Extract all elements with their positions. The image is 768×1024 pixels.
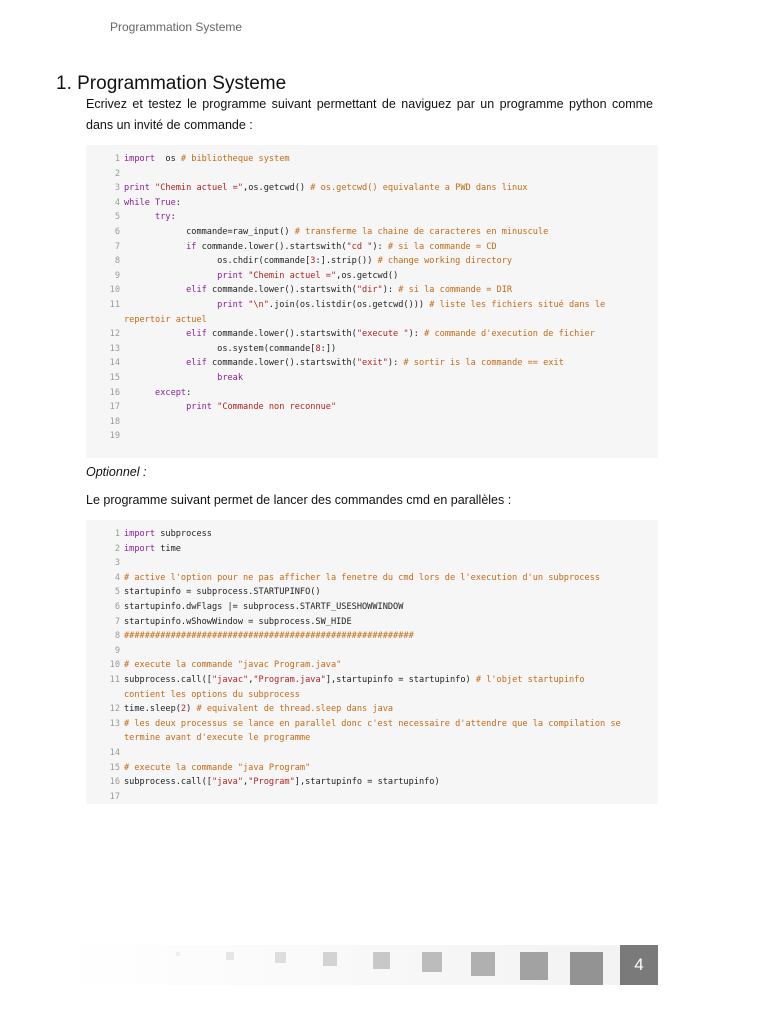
line-number: 17: [109, 791, 120, 802]
code-text: [124, 283, 628, 298]
code-text: [124, 152, 628, 167]
line-number: 12: [109, 704, 120, 715]
code-token: "java": [211, 777, 244, 788]
code-token: elif: [186, 329, 207, 340]
code-token: :: [186, 387, 192, 398]
code-token: ########################################################: [124, 631, 414, 642]
code-token: :: [170, 212, 176, 223]
code-token: "javac": [211, 674, 249, 685]
line-number: 1: [114, 154, 120, 164]
code-token: # os.getcwd() equivalante a PWD dans linux: [310, 183, 528, 194]
code-token: while True: [124, 197, 176, 208]
code-line: [86, 152, 658, 167]
code-token: [124, 329, 186, 339]
footer-square: [570, 952, 603, 985]
line-number: 7: [114, 616, 120, 627]
code-text: [124, 775, 628, 790]
code-token: # change working directory: [377, 256, 513, 267]
code-text: [124, 429, 628, 444]
line-number: 2: [114, 168, 120, 179]
code-token: "execute ": [356, 329, 409, 340]
code-line: [86, 658, 658, 673]
code-token: try: [155, 212, 171, 223]
line-number: 5: [114, 212, 120, 223]
code-line: [86, 673, 658, 702]
code-token: "Program.java": [253, 674, 326, 685]
code-text: [124, 615, 628, 630]
code-text: [124, 527, 628, 542]
code-line: [86, 196, 658, 211]
page-number: 4: [634, 955, 644, 974]
code-text: [124, 327, 628, 342]
code-token: print: [217, 270, 244, 281]
line-number: 9: [114, 270, 120, 281]
code-token: :].strip()): [315, 256, 378, 267]
code-token: subprocess.call([: [124, 674, 212, 685]
code-line: [86, 400, 658, 415]
code-token: ):: [382, 285, 399, 296]
line-number: 15: [109, 372, 120, 383]
line-number: 8: [114, 256, 120, 267]
code-token: "Chemin actuel =": [243, 270, 337, 281]
code-text: [124, 356, 628, 371]
code-block-navigation: [86, 145, 658, 458]
code-token: [124, 373, 217, 383]
code-text: [124, 629, 628, 644]
code-text: [124, 298, 628, 327]
code-token: os.chdir(commande[: [124, 256, 311, 267]
line-number: 4: [114, 197, 120, 208]
code-token: if: [186, 241, 197, 252]
code-text: [124, 225, 628, 240]
parallel-intro-paragraph: Le programme suivant permet de lancer des commandes cmd en parallèles :: [86, 493, 512, 507]
code-text: [124, 658, 628, 673]
optional-label: Optionnel :: [86, 465, 147, 479]
code-line: [86, 717, 658, 746]
code-token: ):: [387, 358, 404, 369]
code-line: [86, 761, 658, 776]
code-token: startupinfo.dwFlags |= subprocess.STARTF_USESHOWWINDOW: [124, 601, 404, 612]
code-token: import: [124, 543, 156, 554]
footer-square: [323, 952, 337, 966]
code-text: [124, 386, 628, 401]
code-token: ,os.getcwd(): [243, 183, 311, 194]
code-token: "exit": [356, 358, 388, 369]
code-line: [86, 269, 658, 284]
code-token: os: [155, 154, 181, 164]
code-token: "dir": [356, 285, 383, 296]
running-header: Programmation Systeme: [110, 20, 243, 34]
code-line: [86, 429, 658, 444]
footer-square: [373, 952, 390, 969]
code-token: ,: [248, 674, 254, 685]
code-token: elif: [186, 285, 207, 296]
code-token: ,: [243, 777, 249, 788]
code-text: [124, 702, 628, 717]
code-token: [124, 300, 217, 310]
line-number: 16: [109, 777, 120, 788]
code-token: # execute la commande "java Program": [124, 762, 311, 773]
code-token: "\n": [243, 299, 269, 310]
code-line: [86, 371, 658, 386]
code-text: [124, 717, 628, 746]
code-token: ],startupinfo = startupinfo): [325, 674, 476, 685]
code-token: [124, 285, 186, 295]
code-text: [124, 167, 628, 182]
intro-paragraph: Ecrivez et testez le programme suivant permettant de naviguez par un programme python comme dans un invité de commande :: [86, 97, 653, 132]
code-text: [124, 585, 628, 600]
code-token: # liste les fichiers situé dans le repertoir actuel: [124, 299, 611, 325]
code-line: [86, 629, 658, 644]
line-number: 10: [109, 660, 120, 671]
code-line: [86, 600, 658, 615]
code-line: [86, 298, 658, 327]
code-text: [124, 673, 628, 702]
code-line: [86, 327, 658, 342]
code-token: "cd ": [346, 241, 373, 252]
footer-square: [226, 952, 234, 960]
code-token: ):: [408, 329, 425, 340]
code-text: [124, 371, 628, 386]
code-token: print: [186, 402, 212, 413]
code-token: os.system(commande[: [124, 343, 316, 354]
code-token: [124, 388, 155, 398]
code-line: [86, 254, 658, 269]
code-text: [124, 342, 628, 357]
code-line: [86, 702, 658, 717]
code-text: [124, 571, 628, 586]
code-token: startupinfo.wShowWindow = subprocess.SW_HIDE: [124, 616, 352, 627]
code-line: [86, 571, 658, 586]
code-token: [124, 358, 186, 368]
code-token: 3: [310, 256, 316, 267]
code-line: [86, 356, 658, 371]
code-token: # transferme la chaine de caracteres en minuscule: [294, 226, 549, 237]
code-token: time.sleep(: [124, 704, 181, 715]
line-number: 6: [114, 226, 120, 237]
code-token: # si la commande = DIR: [398, 285, 513, 296]
code-token: # active l'option pour ne pas afficher la fenetre du cmd lors de l'execution d'un subprocess: [124, 572, 600, 583]
code-line: [86, 210, 658, 225]
line-number: 2: [114, 543, 120, 554]
code-token: "Commande non reconnue": [211, 402, 337, 413]
line-number: 6: [114, 601, 120, 612]
code-line: [86, 615, 658, 630]
code-token: # si la commande = CD: [387, 241, 497, 252]
code-token: startupinfo = subprocess.STARTUPINFO(): [124, 587, 321, 598]
code-line: [86, 386, 658, 401]
code-token: :]): [320, 343, 337, 354]
line-number: 1: [114, 529, 120, 539]
code-token: import: [124, 529, 156, 539]
footer-square: [471, 952, 495, 976]
code-token: # les deux processus se lance en parallel donc c'est necessaire d'attendre que la compilation se termine avant d'execute le programme: [124, 718, 626, 744]
code-token: [124, 402, 186, 412]
code-line: [86, 415, 658, 430]
code-token: .join(os.listdir(os.getcwd())): [268, 299, 430, 310]
code-token: print: [217, 299, 244, 310]
code-token: subprocess: [155, 529, 212, 539]
code-token: ): [186, 704, 197, 715]
code-token: # commande d'execution de fichier: [424, 329, 595, 340]
code-text: [124, 254, 628, 269]
code-text: [124, 790, 628, 805]
code-token: subprocess.call([: [124, 777, 212, 788]
code-block-subprocess: [86, 520, 658, 804]
code-token: "Program": [248, 777, 295, 788]
code-text: [124, 400, 628, 415]
footer-band: [60, 945, 658, 985]
code-text: [124, 415, 628, 430]
code-token: :: [175, 197, 181, 208]
line-number: 17: [109, 402, 120, 413]
code-token: commande.lower().startswith(: [206, 285, 357, 296]
section-title: 1. Programmation Systeme: [56, 73, 287, 94]
line-number: 10: [109, 285, 120, 296]
code-text: [124, 196, 628, 211]
line-number: 4: [114, 572, 120, 583]
line-number: 5: [114, 587, 120, 598]
code-text: [124, 644, 628, 659]
code-line: [86, 527, 658, 542]
page-number-box: [620, 945, 658, 985]
code-token: # bibliotheque system: [180, 154, 290, 164]
footer-square: [520, 952, 548, 980]
code-line: [86, 775, 658, 790]
code-line: [86, 746, 658, 761]
code-token: [124, 212, 155, 222]
code-token: commande.lower().startswith(: [196, 241, 347, 252]
line-number: 16: [109, 387, 120, 398]
code-token: commande.lower().startswith(: [206, 358, 357, 369]
line-number: 3: [114, 183, 120, 194]
line-number: 12: [109, 329, 120, 340]
code-token: [124, 242, 186, 252]
line-number: 11: [109, 674, 120, 685]
code-token: 2: [180, 704, 187, 715]
code-line: [86, 342, 658, 357]
code-line: [86, 167, 658, 182]
code-token: import: [124, 154, 156, 164]
code-text: [124, 746, 628, 761]
code-line: [86, 790, 658, 805]
footer-square: [176, 952, 180, 956]
line-number: 18: [109, 416, 120, 427]
code-token: # l'objet startupinfo contient les options du subprocess: [124, 674, 590, 700]
code-token: commande.lower().startswith(: [206, 329, 357, 340]
code-text: [124, 269, 628, 284]
line-number: 13: [109, 718, 120, 729]
line-number: 3: [114, 558, 120, 569]
code-text: [124, 240, 628, 255]
code-token: except: [155, 387, 187, 398]
code-text: [124, 600, 628, 615]
code-token: print: [124, 183, 150, 194]
code-line: [86, 585, 658, 600]
code-token: time: [155, 543, 181, 554]
code-token: # equivalent de thread.sleep dans java: [196, 704, 394, 715]
line-number: 14: [109, 747, 120, 758]
code-token: ,os.getcwd(): [336, 270, 399, 281]
code-token: [124, 271, 217, 281]
code-token: "Chemin actuel =": [149, 183, 244, 194]
code-token: # execute la commande "javac Program.java": [124, 660, 342, 671]
line-number: 11: [109, 299, 120, 310]
code-line: [86, 542, 658, 557]
code-token: break: [217, 372, 244, 383]
code-token: # sortir is la commande == exit: [403, 358, 564, 369]
code-line: [86, 644, 658, 659]
code-line: [86, 283, 658, 298]
code-line: [86, 225, 658, 240]
code-token: ):: [372, 241, 388, 252]
code-text: [124, 761, 628, 776]
line-number: 15: [109, 762, 120, 773]
code-token: 8: [315, 343, 321, 354]
line-number: 13: [109, 343, 120, 354]
footer-square: [275, 952, 286, 963]
code-token: commande=raw_input(): [124, 226, 295, 237]
line-number: 19: [109, 431, 120, 442]
line-number: 8: [114, 631, 120, 642]
code-text: [124, 542, 628, 557]
code-line: [86, 556, 658, 571]
code-line: [86, 240, 658, 255]
code-text: [124, 181, 628, 196]
code-line: [86, 181, 658, 196]
line-number: 14: [109, 358, 120, 369]
line-number: 7: [114, 241, 120, 252]
code-text: [124, 556, 628, 571]
code-text: [124, 210, 628, 225]
footer-square: [422, 952, 442, 972]
code-token: ],startupinfo = startupinfo): [294, 777, 440, 788]
line-number: 9: [114, 645, 120, 656]
code-token: elif: [186, 358, 207, 369]
